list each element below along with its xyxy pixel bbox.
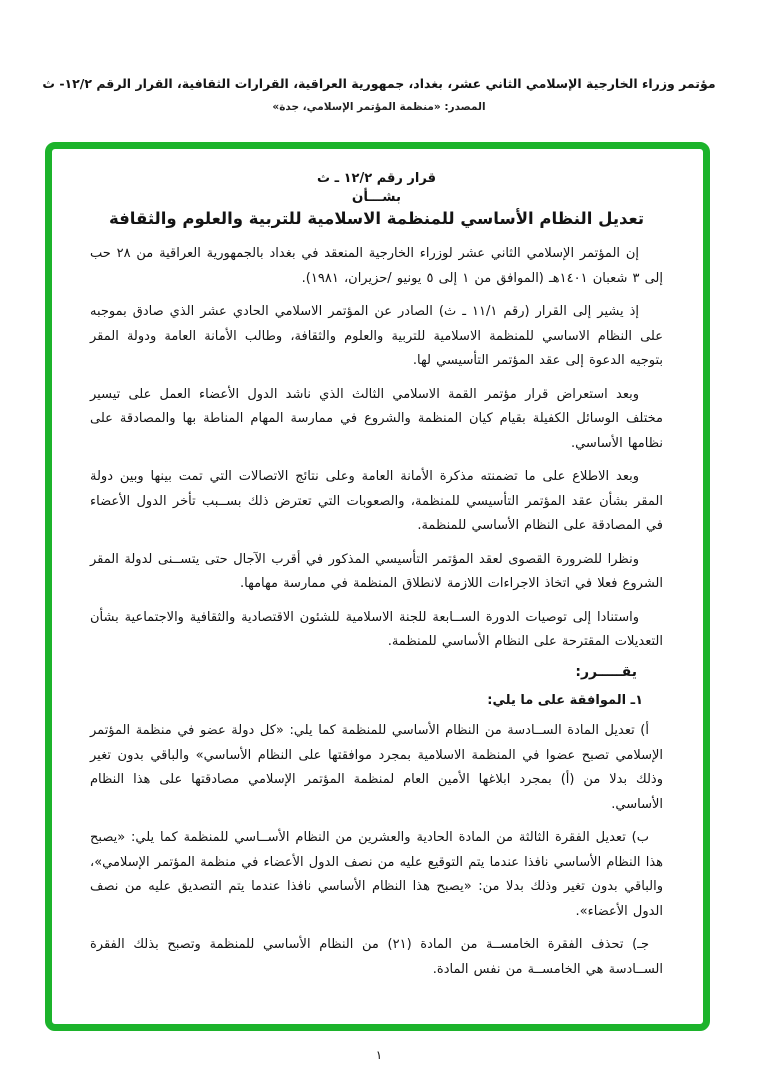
document-source-line: المصدر: «منظمة المؤتمر الإسلامي، جدة»	[272, 101, 486, 113]
amendment-item-a: أ) تعديل المادة الســادسة من النظام الأساسي للمنظمة كما يلي: «كل دولة عضو في منظمة المؤتمر الإسلامي تصبح عضوا في المنظمة الاسلامية بمجرد موافقتها على النظام الأساسي» والباقي بدون تغير وذلك بدلا من (أ) بمجرد ابلاغها الأمين العام لمنظمة المؤتمر الإسلامي مصادقتها على هذا النظام الأساسي.	[90, 723, 663, 812]
preamble-paragraph-2: إذ يشير إلى القرار (رقم ١١/١ ـ ث) الصادر عن المؤتمر الاسلامي الحادي عشر الذي صادق بموجبه على النظام الاساسي للمنظمة الاسلامية للتربية والعلوم والثقافة، وطالب الأمانة العامة ودولة المقر بتوجيه الدعوة إلى عقد المؤتمر التأسيسي لها.	[90, 304, 663, 368]
preamble-paragraph-1: إن المؤتمر الإسلامي الثاني عشر لوزراء الخارجية المنعقد في بغداد بالجمهورية العراقية من ٢٨ حب إلى ٣ شعبان ١٤٠١هـ (الموافق من ١ إلى ٥ يونيو /حزيران، ١٩٨١).	[90, 246, 663, 286]
document-header-title: مؤتمر وزراء الخارجية الإسلامي الثاني عشر، بغداد، جمهورية العراقية، القرارات الثقافية، القرار الرقم ١٢/٢- ث	[42, 76, 716, 91]
subject-label: بشـــأن	[351, 189, 402, 205]
preamble-paragraph-6: واستنادا إلى توصيات الدورة الســابعة للجنة الاسلامية للشئون الاقتصادية والثقافية والاجتماعية بشأن التعديلات المقترحة على النظام الأساسي للمنظمة.	[90, 609, 663, 649]
preamble-paragraph-4: وبعد الاطلاع على ما تضمنته مذكرة الأمانة العامة وعلى نتائج الاتصالات التي تمت بينها وبين دولة المقر بشأن عقد المؤتمر التأسيسي للمنظمة، والصعوبات التي تعترض ذلك بســبب تأخر الدول الأعضاء في المصادقة على النظام الأساسي للمنظمة.	[90, 469, 663, 533]
decision-verb: يقـــــرر:	[575, 663, 637, 680]
decision-number: قرار رقم ١٢/٢ ـ ث	[317, 171, 436, 186]
preamble-paragraph-5: ونظرا للضرورة القصوى لعقد المؤتمر التأسيسي المذكور في أقرب الآجال حتى يتســنى لدولة المقر الشروع فعلا في اتخاذ الاجراءات اللازمة لانطلاق المنظمة في ممارسة مهامها.	[90, 551, 663, 591]
decision-title: تعديل النظام الأساسي للمنظمة الاسلامية للتربية والعلوم والثقافة	[108, 209, 645, 228]
amendment-item-c: جـ) تحذف الفقرة الخامســة من المادة (٢١) من النظام الأساسي للمنظمة وتصبح بذلك الفقرة الســادسة هي الخامســة من نفس المادة.	[90, 937, 663, 977]
preamble-paragraph-3: وبعد استعراض قرار مؤتمر القمة الاسلامي الثالث الذي ناشد الدول الأعضاء العمل على تيسير مختلف الوسائل الكفيلة بقيام كيان المنظمة والشروع في ممارسة المهام المناطة بها والمصادقة على نظامها الأساسي.	[90, 386, 663, 451]
decision-frame	[45, 142, 710, 1031]
document-header	[0, 0, 758, 113]
page-number: ١	[375, 1048, 383, 1062]
amendment-item-b: ب) تعديل الفقرة الثالثة من المادة الحادية والعشرين من النظام الأســاسي للمنظمة كما يلي: «يصبح هذا النظام الأساسي نافذا عندما يتم التوقيع عليه من نصف الدول الأعضاء في منظمة المؤتمر الإسلامي»، والباقي بدون تغير وذلك بدلا من: «يصبح هذا النظام الأساسي نافذا عندما يتم التصديق عليه من نصف الدول الأعضاء».	[90, 830, 663, 919]
approval-intro: ١ـ الموافقة على ما يلي:	[487, 692, 643, 708]
